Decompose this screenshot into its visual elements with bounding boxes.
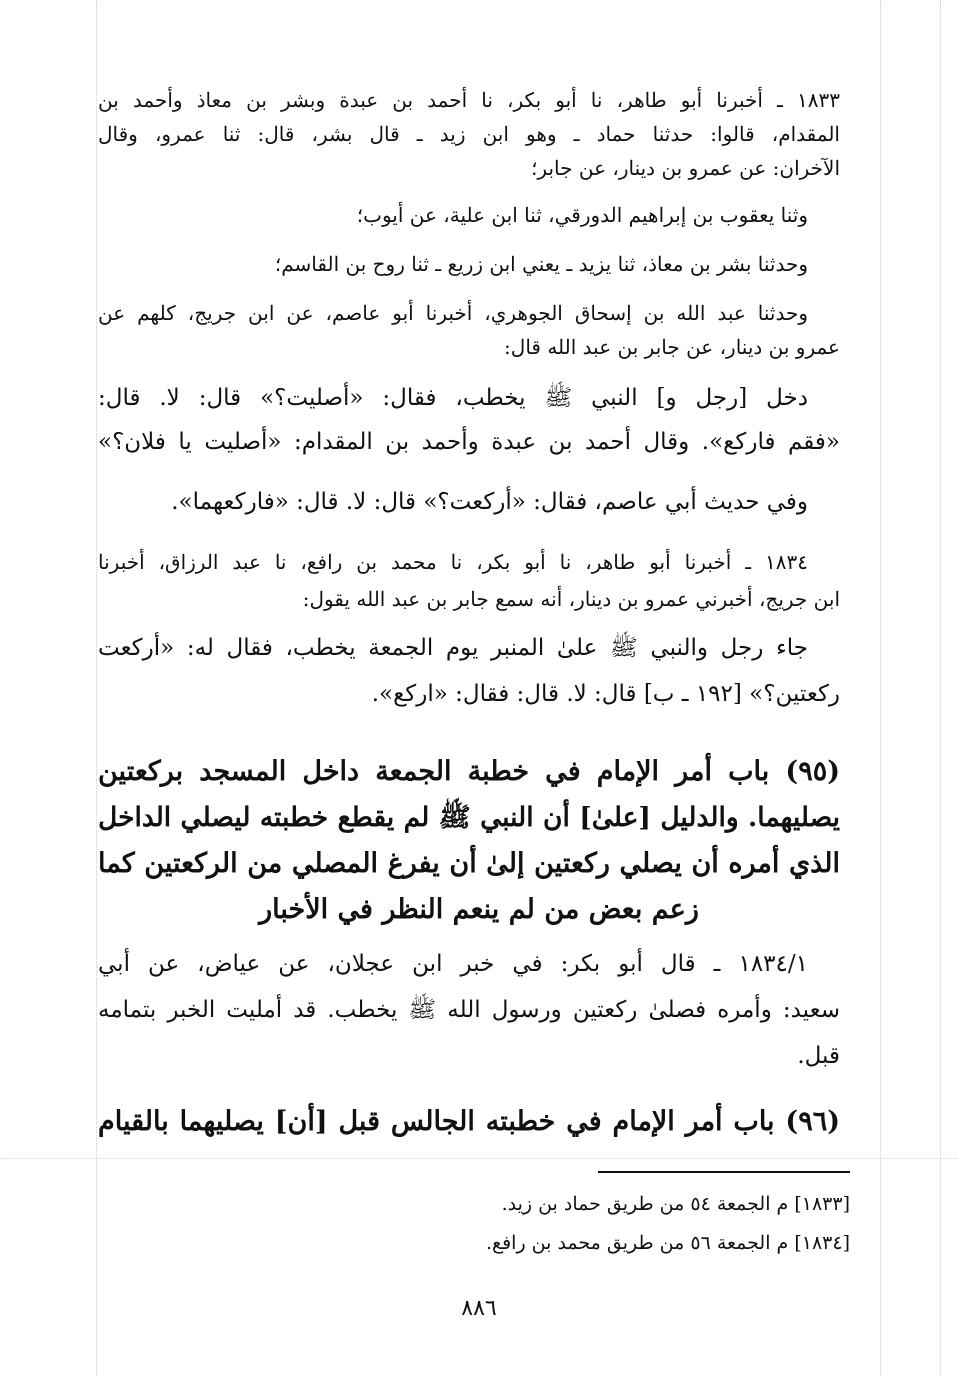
page-number: ٨٨٦ xyxy=(461,1296,497,1321)
scan-guide-line xyxy=(880,0,881,1376)
scan-guide-line xyxy=(0,1158,958,1159)
text-line: ابن جريج، أخبرني عمرو بن دينار، أنه سمع جابر بن عبد الله يقول: xyxy=(302,587,840,611)
text-line: عمرو بن دينار، عن جابر بن عبد الله قال: xyxy=(504,335,840,359)
text-line: قبل. xyxy=(797,1043,840,1069)
hadith-text-line: ركعتين؟» [١٩٢ ـ ب] قال: لا. قال: فقال: «اركع». xyxy=(371,681,840,707)
text-line: سعيد: وأمره فصلىٰ ركعتين ورسول الله ﷺ يخطب. قد أمليت الخبر بتمامه xyxy=(98,997,840,1023)
scan-guide-line xyxy=(940,0,941,1376)
chapter-heading-line: (٩٥) باب أمر الإمام في خطبة الجمعة داخل المسجد بركعتين xyxy=(98,756,840,787)
text-line: ١٨٣٣ ـ أخبرنا أبو طاهر، نا أبو بكر، نا أحمد بن عبدة وبشر بن معاذ وأحمد بن xyxy=(98,88,840,112)
scan-guide-line xyxy=(96,0,97,1376)
chapter-heading-line: يصليهما. والدليل [علىٰ] أن النبي ﷺ لم يقطع خطبته ليصلي الداخل xyxy=(98,802,840,833)
hadith-text-line: جاء رجل والنبي ﷺ علىٰ المنبر يوم الجمعة يخطب، فقال له: «أركعت xyxy=(98,635,808,661)
chapter-heading-line: الذي أمره أن يصلي ركعتين إلىٰ أن يفرغ المصلي من الركعتين كما xyxy=(98,848,840,879)
chapter-heading-line: زعم بعض من لم ينعم النظر في الأخبار xyxy=(259,894,699,925)
text-line: المقدام، قالوا: حدثنا حماد ـ وهو ابن زيد ـ قال بشر، قال: ثنا عمرو، وقال xyxy=(98,122,840,146)
text-line: وثنا يعقوب بن إبراهيم الدورقي، ثنا ابن علية، عن أيوب؛ xyxy=(356,203,808,227)
text-line: وحدثنا بشر بن معاذ، ثنا يزيد ـ يعني ابن زريع ـ ثنا روح بن القاسم؛ xyxy=(274,252,808,276)
hadith-text-line: دخل [رجل و] النبي ﷺ يخطب، فقال: «أصليت؟» قال: لا. قال: xyxy=(98,385,808,411)
text-line: الآخران: عن عمرو بن دينار، عن جابر؛ xyxy=(531,156,840,180)
footnote: [١٨٣٤] م الجمعة ٥٦ من طريق محمد بن رافع. xyxy=(485,1232,850,1254)
text-line: وحدثنا عبد الله بن إسحاق الجوهري، أخبرنا أبو عاصم، عن ابن جريج، كلهم عن xyxy=(98,301,808,325)
hadith-text-line: وفي حديث أبي عاصم، فقال: «أركعت؟» قال: لا. قال: «فاركعهما». xyxy=(171,489,808,515)
text-line: ١٨٣٤/١ ـ قال أبو بكر: في خبر ابن عجلان، عن عياض، عن أبي xyxy=(98,951,808,977)
chapter-heading: (٩٦) باب أمر الإمام في خطبته الجالس قبل [أن] يصليهما بالقيام xyxy=(98,1106,841,1137)
hadith-text-line: «فقم فاركع». وقال أحمد بن عبدة وأحمد بن المقدام: «أصليت يا فلان؟» xyxy=(98,429,840,455)
text-line: ١٨٣٤ ـ أخبرنا أبو طاهر، نا أبو بكر، نا محمد بن رافع، نا عبد الرزاق، أخبرنا xyxy=(98,550,808,574)
footnote: [١٨٣٣] م الجمعة ٥٤ من طريق حماد بن زيد. xyxy=(501,1193,850,1215)
footnote-separator xyxy=(598,1171,850,1173)
